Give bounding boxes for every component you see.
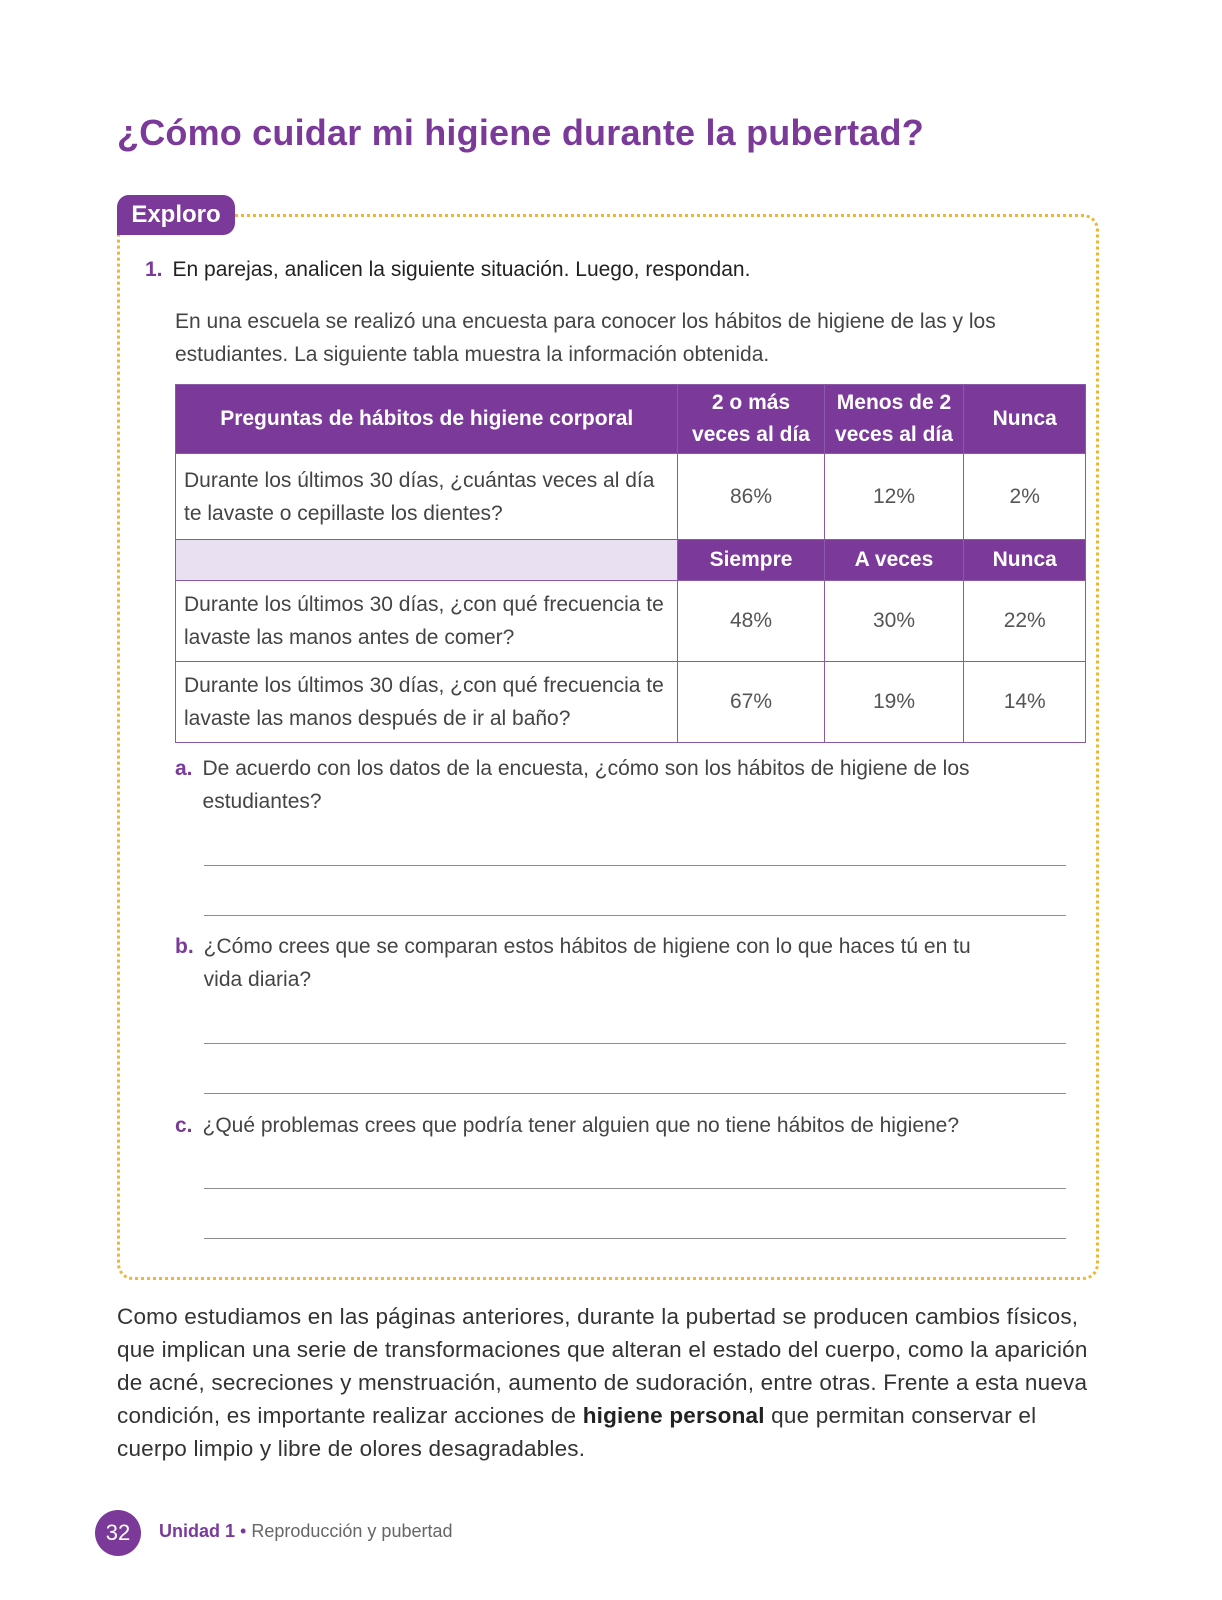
cell-value: 2% — [964, 454, 1086, 540]
row-question-hands-after-bathroom: Durante los últimos 30 días, ¿con qué frecuencia te lavaste las manos después de ir al baño? — [176, 662, 678, 743]
header-two-or-more: 2 o más veces al día — [678, 385, 824, 454]
cell-value: 12% — [824, 454, 964, 540]
table-row — [176, 454, 1086, 540]
answer-line-a1[interactable] — [204, 865, 1066, 866]
page-title: ¿Cómo cuidar mi higiene durante la pubertad? — [117, 112, 924, 153]
subquestion-letter: b. — [175, 935, 194, 958]
subquestion-letter: c. — [175, 1114, 193, 1137]
table-subheader-row — [176, 540, 1086, 581]
answer-line-c2[interactable] — [204, 1238, 1066, 1239]
section-tab-exploro: Exploro — [117, 195, 235, 235]
unit-subtitle: Reproducción y pubertad — [251, 1521, 453, 1541]
table-row — [176, 662, 1086, 743]
unit-label — [159, 1521, 453, 1542]
table-header-row — [176, 385, 1086, 454]
question-instruction — [145, 258, 750, 282]
page-number: 32 — [95, 1510, 141, 1556]
cell-value: 14% — [964, 662, 1086, 743]
header-always: Siempre — [678, 540, 824, 581]
subheader-empty-cell — [176, 540, 678, 581]
header-sometimes: A veces — [824, 540, 964, 581]
subquestion-text: De acuerdo con los datos de la encuesta, ¿cómo son los hábitos de higiene de los estudiantes? — [202, 757, 970, 813]
key-term-higiene-personal: higiene personal — [582, 1403, 765, 1428]
survey-table — [175, 384, 1086, 743]
answer-line-c1[interactable] — [204, 1188, 1066, 1189]
row-question-hands-before-eating: Durante los últimos 30 días, ¿con qué frecuencia te lavaste las manos antes de comer? — [176, 581, 678, 662]
subquestion-text: ¿Qué problemas crees que podría tener alguien que no tiene hábitos de higiene? — [202, 1114, 960, 1137]
row-question-teeth: Durante los últimos 30 días, ¿cuántas veces al día te lavaste o cepillaste los dientes? — [176, 454, 678, 540]
cell-value: 67% — [678, 662, 824, 743]
answer-line-b2[interactable] — [204, 1093, 1066, 1094]
subquestion-letter: a. — [175, 757, 193, 780]
header-never-2: Nunca — [964, 540, 1086, 581]
question-number: 1. — [145, 258, 163, 281]
cell-value: 22% — [964, 581, 1086, 662]
subquestion-text: ¿Cómo crees que se comparan estos hábitos de higiene con lo que haces tú en tu vida diaria? — [203, 935, 971, 991]
cell-value: 86% — [678, 454, 824, 540]
unit-name: Unidad 1 — [159, 1521, 236, 1541]
cell-value: 19% — [824, 662, 964, 743]
subquestion-b — [175, 930, 1005, 996]
header-never: Nunca — [964, 385, 1086, 454]
subquestion-c — [175, 1109, 1005, 1142]
answer-line-b1[interactable] — [204, 1043, 1066, 1044]
answer-line-a2[interactable] — [204, 915, 1066, 916]
question-intro: En una escuela se realizó una encuesta para conocer los hábitos de higiene de las y los estudiantes. La siguiente tabla muestra la información obtenida. — [175, 310, 996, 366]
unit-separator: • — [240, 1521, 247, 1541]
cell-value: 48% — [678, 581, 824, 662]
table-row — [176, 581, 1086, 662]
cell-value: 30% — [824, 581, 964, 662]
subquestion-a — [175, 752, 1005, 818]
question-instruction-text: En parejas, analicen la siguiente situación. Luego, respondan. — [172, 258, 751, 281]
body-paragraph: Como estudiamos en las páginas anteriores, durante la pubertad se producen cambios físicos, que implican una serie de transformaciones que alteran el estado del cuerpo, como la aparición de acné, secreciones y menstruación, aumento de sudoración, entre otras. Frente a esta nueva condición, es importante realizar acciones de higiene personal que permitan conservar el cuerpo limpio y libre de olores desagradables. — [117, 1304, 1088, 1461]
header-less-than-two: Menos de 2 veces al día — [824, 385, 964, 454]
header-questions: Preguntas de hábitos de higiene corporal — [176, 385, 678, 454]
